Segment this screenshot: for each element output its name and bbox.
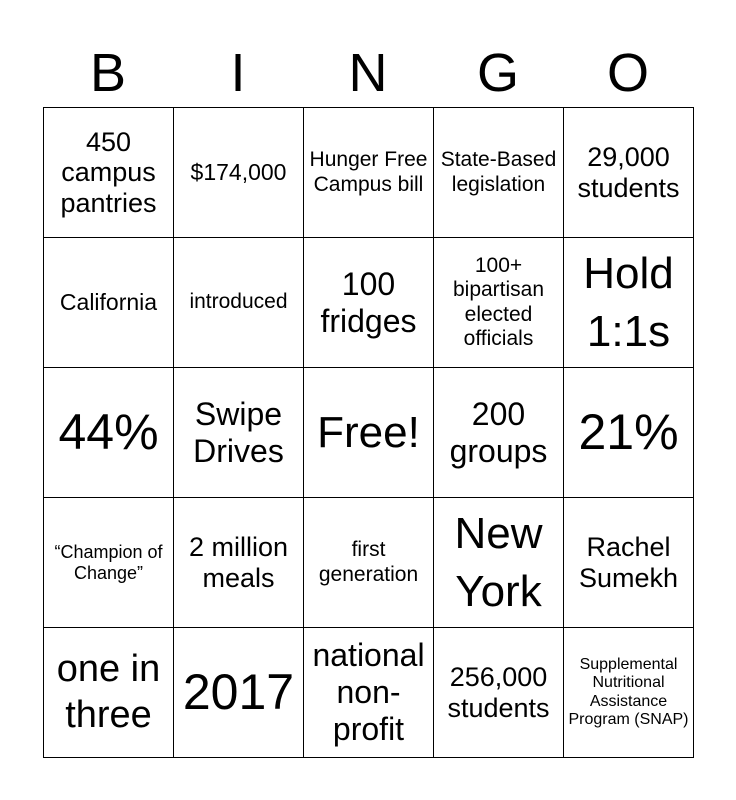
header-letter-o: O [606, 43, 649, 103]
bingo-header [43, 40, 693, 106]
header-letter-i: I [230, 43, 246, 103]
bingo-cell[interactable]: California [44, 238, 174, 368]
bingo-row [44, 108, 694, 238]
bingo-cell[interactable]: 44% [44, 368, 174, 498]
bingo-cell[interactable]: 100+ bipartisan elected officials [434, 238, 564, 368]
bingo-row [44, 628, 694, 758]
bingo-cell[interactable]: 2017 [174, 628, 304, 758]
bingo-cell[interactable]: introduced [174, 238, 304, 368]
bingo-row [44, 498, 694, 628]
bingo-cell[interactable]: $174,000 [174, 108, 304, 238]
bingo-cell[interactable]: one in three [44, 628, 174, 758]
bingo-cell[interactable]: Free! [304, 368, 434, 498]
bingo-cell[interactable]: Supplemental Nutritional Assistance Program (SNAP) [564, 628, 694, 758]
bingo-cell[interactable]: 29,000 students [564, 108, 694, 238]
bingo-cell[interactable]: “Champion of Change” [44, 498, 174, 628]
bingo-cell[interactable]: first generation [304, 498, 434, 628]
bingo-cell[interactable]: 256,000 students [434, 628, 564, 758]
header-letter-g: G [476, 43, 519, 103]
header-letter-n: N [348, 43, 388, 103]
bingo-card [43, 107, 694, 758]
bingo-row [44, 368, 694, 498]
bingo-cell[interactable]: 200 groups [434, 368, 564, 498]
bingo-cell[interactable]: 100 fridges [304, 238, 434, 368]
bingo-cell[interactable]: Hold 1:1s [564, 238, 694, 368]
bingo-cell[interactable]: national non-profit [304, 628, 434, 758]
bingo-cell[interactable]: Rachel Sumekh [564, 498, 694, 628]
bingo-row [44, 238, 694, 368]
bingo-cell[interactable]: 21% [564, 368, 694, 498]
header-letter-b: B [89, 43, 127, 103]
bingo-cell[interactable]: Swipe Drives [174, 368, 304, 498]
bingo-cell[interactable]: State-Based legislation [434, 108, 564, 238]
bingo-cell[interactable]: 2 million meals [174, 498, 304, 628]
bingo-cell[interactable]: Hunger Free Campus bill [304, 108, 434, 238]
bingo-cell[interactable]: 450 campus pantries [44, 108, 174, 238]
bingo-cell[interactable]: New York [434, 498, 564, 628]
